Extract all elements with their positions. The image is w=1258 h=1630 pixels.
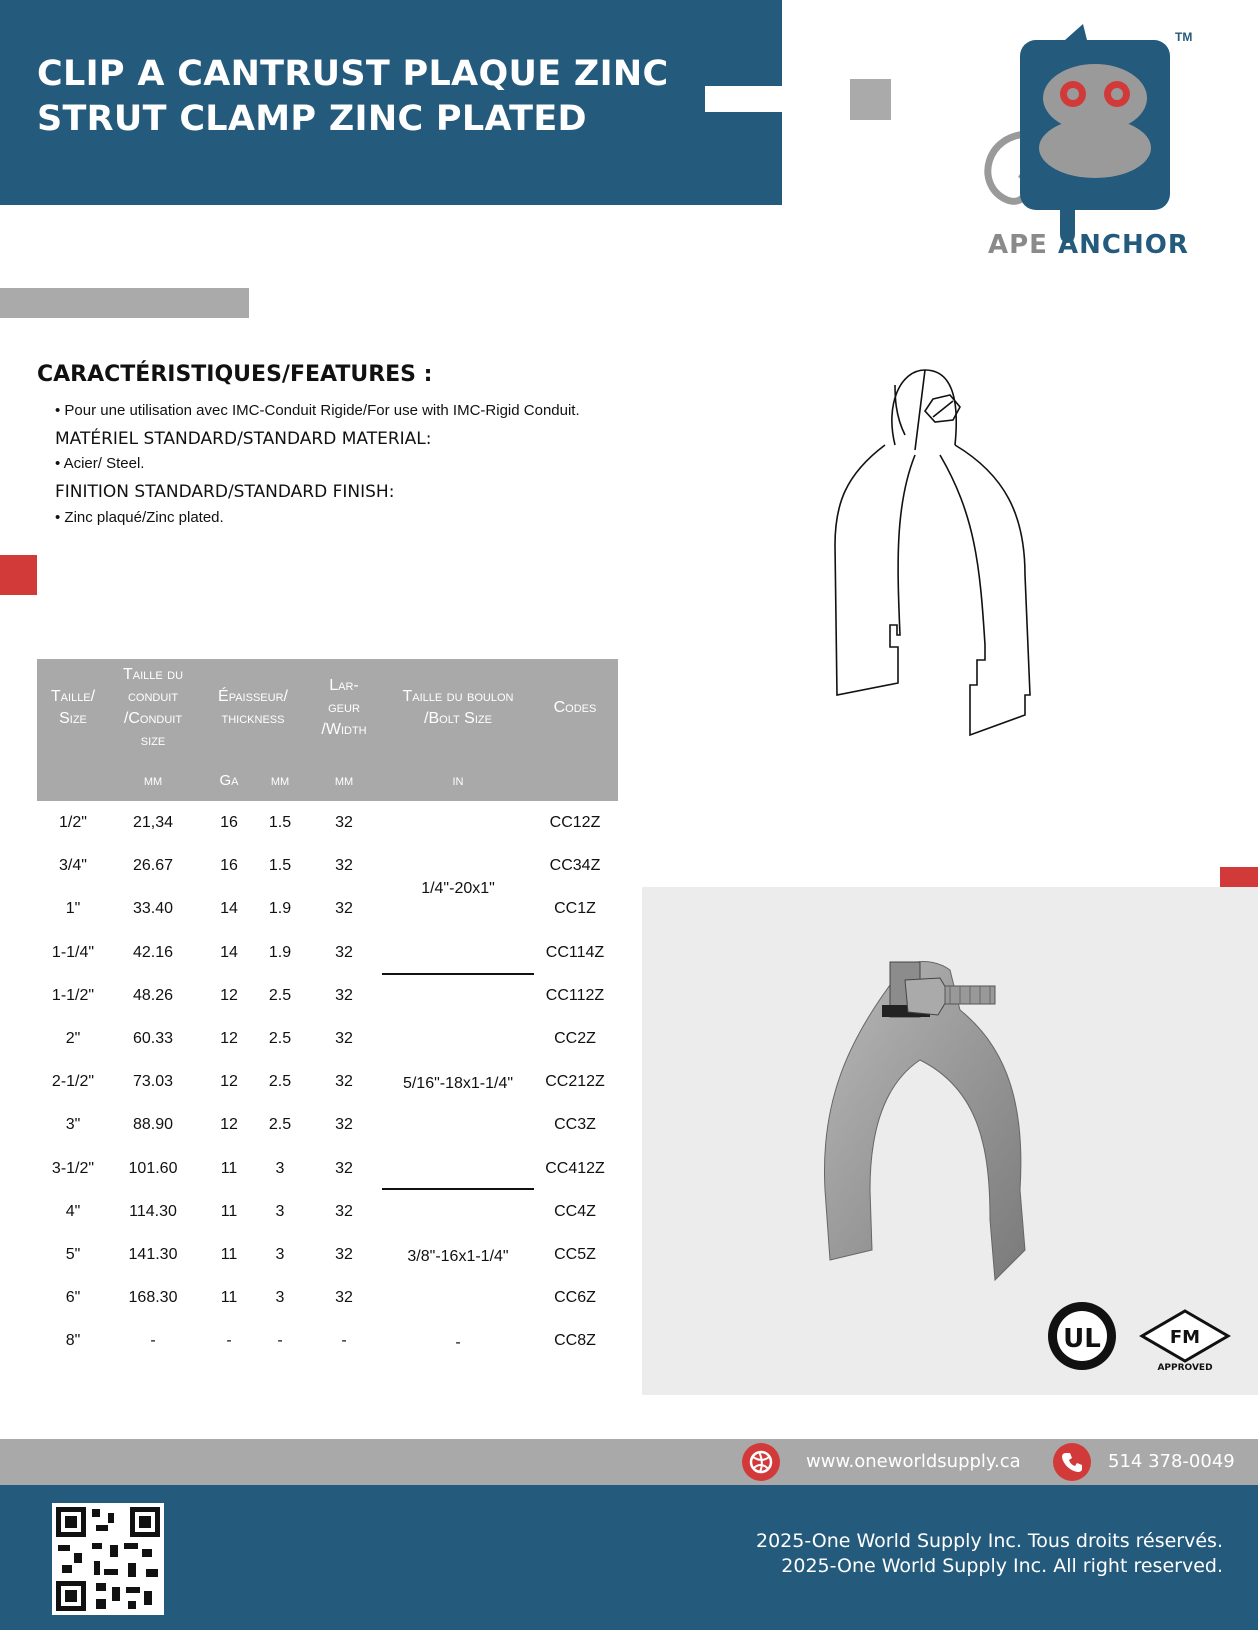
col-size-header-line1: Taille/ — [50, 688, 96, 705]
col-thickness-header-line2: thickness — [221, 710, 285, 727]
fm-approved-text: APPROVED — [1157, 1363, 1213, 1372]
cell-gauge: - — [226, 1332, 232, 1349]
bolt-group-4: - — [455, 1334, 461, 1351]
cell-size: 3/4" — [59, 857, 87, 874]
cell-conduit: 26.67 — [132, 857, 174, 874]
ul-certification-icon — [1046, 1300, 1118, 1372]
phone-icon — [1053, 1443, 1091, 1481]
website-link[interactable]: www.oneworldsupply.ca — [806, 1451, 1021, 1472]
cell-code: CC8Z — [554, 1332, 596, 1349]
cell-conduit: 101.60 — [128, 1160, 178, 1177]
col-bolt-header — [379, 686, 537, 730]
cell-gauge: 16 — [220, 814, 238, 831]
cell-width: 32 — [335, 1203, 353, 1220]
cell-width: 32 — [335, 857, 353, 874]
brand-ape: APE — [988, 230, 1048, 260]
col-bolt-header-line2: /Bolt Size — [424, 710, 492, 727]
fm-approved-icon — [1138, 1308, 1233, 1372]
cell-width: 32 — [335, 1116, 353, 1133]
brand-anchor: ANCHOR — [1058, 230, 1189, 260]
cell-code: CC2Z — [554, 1030, 596, 1047]
cell-gauge: 11 — [220, 1203, 238, 1220]
cell-code: CC3Z — [554, 1116, 596, 1133]
copyright-fr: 2025-One World Supply Inc. Tous droits réservés. — [756, 1530, 1223, 1552]
cell-width: 32 — [335, 1160, 353, 1177]
col-thickness-header — [197, 686, 309, 730]
cell-gauge: 14 — [220, 944, 238, 961]
col-codes-header: Codes — [553, 699, 597, 716]
col-width-header-line2: geur — [328, 699, 360, 716]
cell-conduit: 48.26 — [132, 987, 174, 1004]
trademark-symbol: TM — [1175, 30, 1193, 44]
cell-code: CC4Z — [554, 1203, 596, 1220]
cell-code: CC34Z — [549, 857, 601, 874]
features-title: CARACTÉRISTIQUES/FEATURES : — [37, 362, 433, 387]
cell-conduit: - — [150, 1332, 156, 1349]
decorative-gray-bar — [0, 288, 249, 318]
copyright — [756, 1529, 1223, 1579]
ape-anchor-logo — [975, 24, 1215, 264]
cell-width: 32 — [335, 987, 353, 1004]
decorative-tab — [705, 86, 782, 112]
material-value: • Acier/ Steel. — [55, 455, 145, 472]
cell-thickness: 3 — [275, 1246, 285, 1263]
cell-gauge: 14 — [220, 900, 238, 917]
cell-conduit: 141.30 — [128, 1246, 178, 1263]
cell-code: CC412Z — [545, 1160, 605, 1177]
unit-bolt: in — [452, 772, 464, 789]
cell-size: 2" — [65, 1030, 81, 1047]
cell-size: 2-1/2" — [51, 1073, 95, 1090]
bolt-group-3: 3/8"-16x1-1/4" — [407, 1248, 509, 1265]
decorative-red-square-left — [0, 555, 37, 595]
page-title — [37, 52, 669, 142]
col-size-header — [37, 686, 109, 730]
cell-size: 8" — [65, 1332, 81, 1349]
cell-conduit: 88.90 — [132, 1116, 174, 1133]
cell-size: 3" — [65, 1116, 81, 1133]
cell-size: 1-1/4" — [51, 944, 95, 961]
cell-code: CC212Z — [545, 1073, 605, 1090]
col-width-header-line1: Lar- — [329, 677, 359, 694]
col-conduit-header-line2: conduit — [127, 688, 179, 705]
col-width-header-line3: /Width — [321, 721, 367, 738]
cell-width: 32 — [335, 1073, 353, 1090]
cell-thickness: 3 — [275, 1289, 285, 1306]
cell-conduit: 60.33 — [132, 1030, 174, 1047]
cell-width: 32 — [335, 944, 353, 961]
cell-thickness: - — [277, 1332, 283, 1349]
brand-wordmark — [988, 230, 1189, 260]
unit-width: mm — [334, 772, 354, 789]
unit-thickness: mm — [270, 772, 290, 789]
col-width-header — [309, 675, 379, 741]
fm-mark-text: FM — [1169, 1327, 1201, 1348]
cell-gauge: 12 — [220, 987, 238, 1004]
col-conduit-header — [109, 664, 197, 752]
cell-code: CC6Z — [554, 1289, 596, 1306]
cell-gauge: 12 — [220, 1030, 238, 1047]
col-bolt-header-line1: Taille du boulon — [402, 688, 514, 705]
cell-gauge: 11 — [220, 1289, 238, 1306]
globe-icon — [742, 1443, 780, 1481]
cell-size: 1" — [65, 900, 81, 917]
col-conduit-header-line4: size — [140, 732, 166, 749]
cell-conduit: 114.30 — [129, 1203, 177, 1220]
col-conduit-header-line3: /Conduit — [123, 710, 183, 727]
bolt-group-1: 1/4"-20x1" — [421, 880, 495, 897]
cell-code: CC114Z — [545, 944, 605, 961]
col-thickness-header-line1: Épaisseur/ — [218, 688, 288, 705]
ul-mark-text: UL — [1063, 1324, 1101, 1354]
cell-code: CC12Z — [549, 814, 601, 831]
cell-gauge: 11 — [220, 1160, 238, 1177]
cell-thickness: 2.5 — [268, 1030, 292, 1047]
decorative-square — [850, 79, 891, 120]
cell-size: 1-1/2" — [51, 987, 95, 1004]
cell-conduit: 21,34 — [132, 814, 174, 831]
finish-value: • Zinc plaqué/Zinc plated. — [55, 509, 224, 526]
cell-code: CC112Z — [545, 987, 605, 1004]
title-line-fr: CLIP A CANTRUST PLAQUE ZINC — [37, 54, 669, 94]
cell-code: CC5Z — [554, 1246, 596, 1263]
qr-code-icon[interactable] — [52, 1503, 164, 1615]
cell-size: 3-1/2" — [51, 1160, 95, 1177]
cell-conduit: 73.03 — [132, 1073, 174, 1090]
cell-gauge: 11 — [220, 1246, 238, 1263]
feature-use: • Pour une utilisation avec IMC-Conduit Rigide/For use with IMC-Rigid Conduit. — [55, 402, 580, 419]
bolt-group-divider — [382, 1188, 534, 1190]
title-line-en: STRUT CLAMP ZINC PLATED — [37, 99, 587, 139]
unit-gauge: Ga — [219, 772, 239, 789]
cell-size: 1/2" — [59, 814, 87, 831]
cell-width: 32 — [335, 900, 353, 917]
cell-conduit: 168.30 — [128, 1289, 178, 1306]
cell-size: 5" — [65, 1246, 81, 1263]
cell-thickness: 2.5 — [268, 1116, 292, 1133]
cell-width: 32 — [335, 1246, 353, 1263]
clamp-line-drawing — [825, 365, 1065, 755]
bolt-group-divider — [382, 973, 534, 975]
cell-thickness: 3 — [275, 1160, 285, 1177]
phone-number[interactable]: 514 378-0049 — [1108, 1451, 1235, 1472]
finish-title: FINITION STANDARD/STANDARD FINISH: — [55, 482, 395, 502]
cell-gauge: 12 — [220, 1073, 238, 1090]
cell-gauge: 12 — [220, 1116, 238, 1133]
cell-width: - — [341, 1332, 347, 1349]
cell-thickness: 1.9 — [268, 900, 292, 917]
cell-conduit: 33.40 — [132, 900, 174, 917]
cell-thickness: 2.5 — [268, 1073, 292, 1090]
cell-width: 32 — [335, 814, 353, 831]
cell-thickness: 3 — [275, 1203, 285, 1220]
cell-thickness: 1.9 — [268, 944, 292, 961]
cell-gauge: 16 — [220, 857, 238, 874]
col-conduit-header-line1: Taille du — [122, 666, 184, 683]
bolt-group-2: 5/16"-18x1-1/4" — [402, 1075, 514, 1092]
col-size-header-line2: Size — [59, 710, 87, 727]
cell-size: 4" — [65, 1203, 81, 1220]
cell-width: 32 — [335, 1289, 353, 1306]
unit-conduit: mm — [143, 772, 163, 789]
material-title: MATÉRIEL STANDARD/STANDARD MATERIAL: — [55, 429, 432, 449]
cell-thickness: 2.5 — [268, 987, 292, 1004]
cell-thickness: 1.5 — [268, 814, 292, 831]
product-photo-clamp — [810, 950, 1060, 1335]
copyright-en: 2025-One World Supply Inc. All right reserved. — [781, 1555, 1223, 1577]
cell-width: 32 — [335, 1030, 353, 1047]
cell-conduit: 42.16 — [132, 944, 174, 961]
cell-size: 6" — [65, 1289, 81, 1306]
cell-thickness: 1.5 — [268, 857, 292, 874]
cell-code: CC1Z — [554, 900, 596, 917]
